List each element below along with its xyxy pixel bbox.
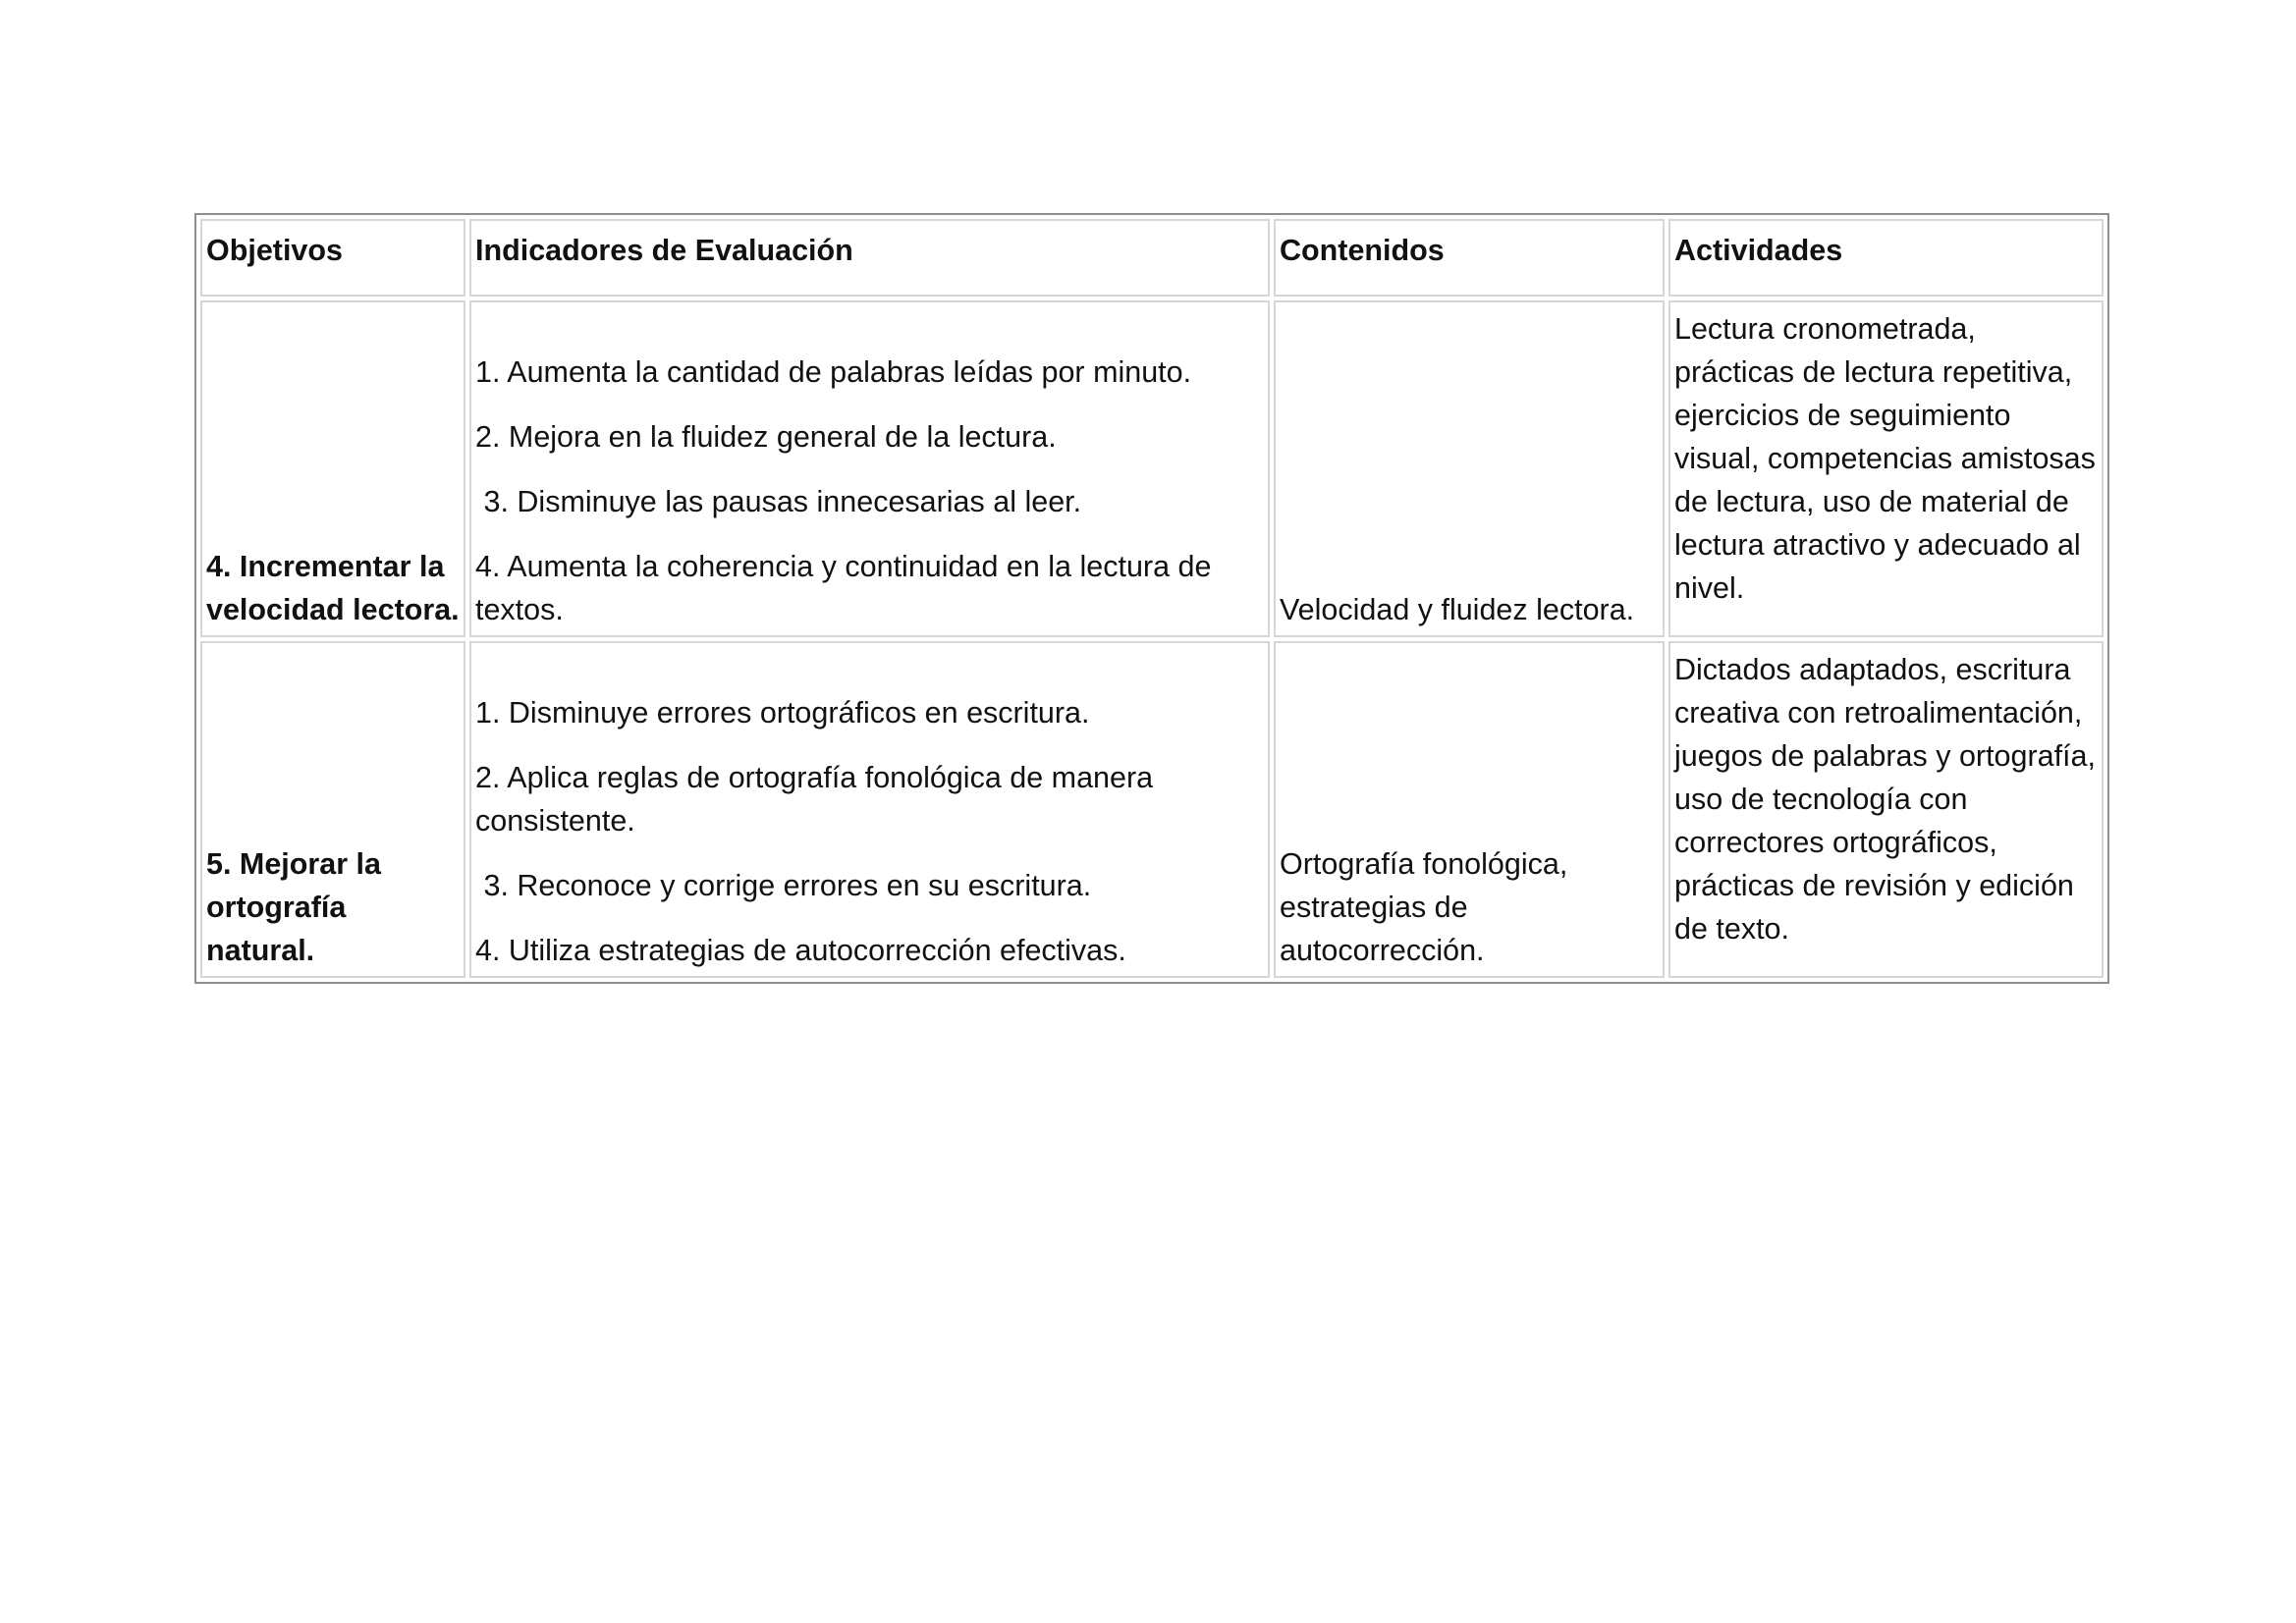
indicator-item: 2. Mejora en la fluidez general de la lectura. — [475, 420, 1057, 454]
indicator-item: 3. Disminuye las pausas innecesarias al leer. — [475, 485, 1082, 518]
indicators-cell — [469, 300, 1270, 637]
content-cell: Velocidad y fluidez lectora. — [1274, 300, 1665, 637]
indicators-cell — [469, 641, 1270, 978]
table-row — [200, 641, 2104, 978]
indicator-item: 4. Aumenta la coherencia y continuidad en la lectura de textos. — [475, 550, 1220, 626]
indicator-item: 4. Utiliza estrategias de autocorrección efectivas. — [475, 934, 1126, 967]
header-indicadores: Indicadores de Evaluación — [469, 219, 1270, 297]
header-contenidos: Contenidos — [1274, 219, 1665, 297]
header-row — [200, 219, 2104, 297]
indicator-item: 1. Aumenta la cantidad de palabras leídas por minuto. — [475, 355, 1192, 389]
evaluation-table — [194, 213, 2109, 984]
header-actividades: Actividades — [1668, 219, 2104, 297]
indicator-item: 1. Disminuye errores ortográficos en escritura. — [475, 696, 1090, 730]
content-cell: Ortografía fonológica, estrategias de autocorrección. — [1274, 641, 1665, 978]
activities-cell: Lectura cronometrada, prácticas de lectura repetitiva, ejercicios de seguimiento visual, competencias amistosas de lectura, uso de material de lectura atractivo y adecuado al nivel. — [1668, 300, 2104, 637]
header-objetivos: Objetivos — [200, 219, 465, 297]
table-row — [200, 300, 2104, 637]
indicator-item: 2. Aplica reglas de ortografía fonológica de manera consistente. — [475, 761, 1162, 838]
objective-cell: 5. Mejorar la ortografía natural. — [200, 641, 465, 978]
indicator-item: 3. Reconoce y corrige errores en su escritura. — [475, 869, 1092, 902]
objective-cell: 4. Incrementar la velocidad lectora. — [200, 300, 465, 637]
activities-cell: Dictados adaptados, escritura creativa con retroalimentación, juegos de palabras y ortografía, uso de tecnología con correctores ortográficos, prácticas de revisión y edición de texto. — [1668, 641, 2104, 978]
